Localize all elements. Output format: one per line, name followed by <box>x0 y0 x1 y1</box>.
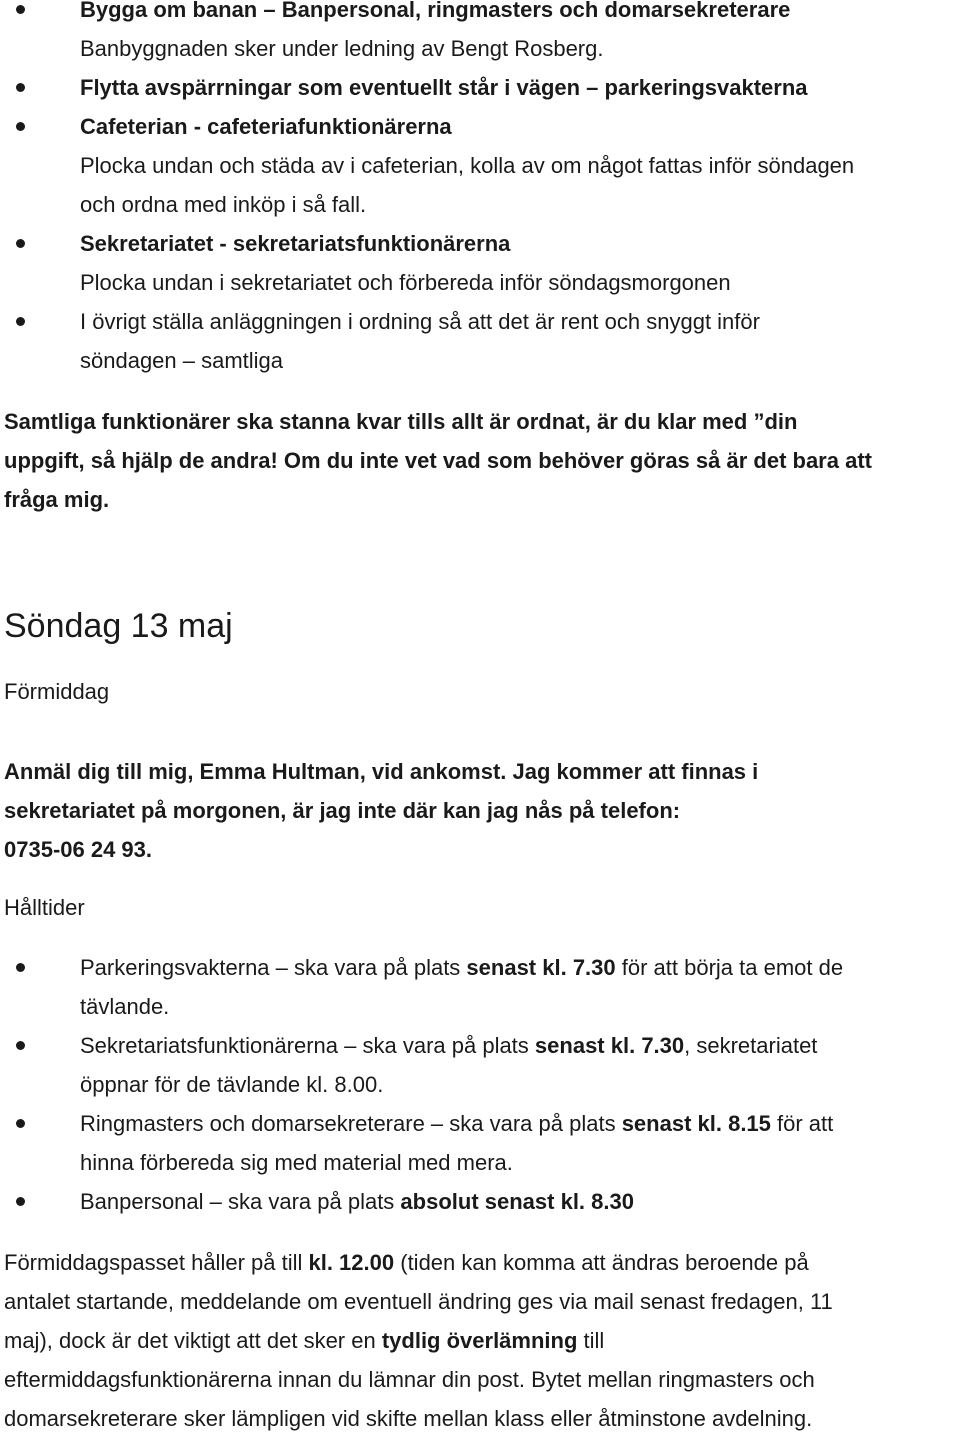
all-staff-note <box>4 402 956 519</box>
text-line <box>80 146 956 185</box>
body-text: Ringmasters och domarsekreterare – ska vara på plats <box>80 1111 622 1136</box>
text-line <box>80 224 956 263</box>
emphasis-text: kl. 12.00 <box>308 1250 395 1275</box>
body-text: (tiden kan komma att ändras beroende på <box>394 1250 809 1275</box>
body-text: , sekretariatet <box>684 1033 818 1058</box>
text-line <box>80 263 956 302</box>
emphasis-text: Flytta avspärrningar som eventuellt står i vägen – parkeringsvakterna <box>80 75 808 100</box>
text-line <box>80 107 956 146</box>
body-text: Förmiddagspasset håller på till <box>4 1250 309 1275</box>
text-line <box>4 1399 956 1438</box>
sunday-heading: Söndag 13 maj <box>4 607 233 645</box>
text-line <box>80 29 956 68</box>
closing-paragraph <box>4 1243 956 1438</box>
body-text: maj), dock är det viktigt att det sker en <box>4 1328 382 1353</box>
emphasis-text: senast kl. 8.15 <box>621 1111 771 1136</box>
text-line <box>80 1143 956 1182</box>
text-line <box>80 948 956 987</box>
text-line <box>80 68 956 107</box>
bullet-item <box>4 68 956 107</box>
check-in-note <box>4 752 956 869</box>
text-line <box>4 1243 956 1282</box>
bullet-item <box>4 1104 956 1182</box>
text-line <box>4 1321 956 1360</box>
text-line <box>80 1104 956 1143</box>
emphasis-text: Cafeterian - cafeteriafunktionärerna <box>80 114 452 139</box>
bullet-item <box>4 107 956 224</box>
text-line <box>4 1360 956 1399</box>
check-in-line: Anmäl dig till mig, Emma Hultman, vid ankomst. Jag kommer att finnas i <box>4 759 759 784</box>
emphasis-text: Bygga om banan – Banpersonal, ringmasters och domarsekreterare <box>80 0 791 22</box>
text-line <box>80 0 956 29</box>
text-line <box>80 1026 956 1065</box>
emphasis-text: senast kl. 7.30 <box>466 955 616 980</box>
note-line: fråga mig. <box>4 487 110 512</box>
body-text: I övrigt ställa anläggningen i ordning så att det är rent och snyggt inför <box>80 309 760 334</box>
check-in-line: 0735-06 24 93. <box>4 837 153 862</box>
bullet-item <box>4 224 956 302</box>
text-line <box>80 1182 956 1221</box>
body-text: söndagen – samtliga <box>80 348 284 373</box>
bullet-item <box>4 1026 956 1104</box>
text-line <box>4 1282 956 1321</box>
bullet-item <box>4 302 956 380</box>
note-line: uppgift, så hjälp de andra! Om du inte vet vad som behöver göras så är det bara att <box>4 448 872 473</box>
emphasis-text: tydlig överlämning <box>381 1328 578 1353</box>
note-line: Samtliga funktionärer ska stanna kvar tills allt är ordnat, är du klar med ”din <box>4 409 798 434</box>
body-text: för att <box>770 1111 834 1136</box>
body-text: och ordna med inköp i så fall. <box>80 192 367 217</box>
emphasis-text: senast kl. 7.30 <box>534 1033 685 1058</box>
body-text: domarsekreterare sker lämpligen vid skifte mellan klass eller åtminstone avdelning. <box>4 1406 813 1431</box>
body-text: Plocka undan i sekretariatet och förbereda inför söndagsmorgonen <box>80 270 731 295</box>
emphasis-text: Sekretariatet - sekretariatsfunktionärerna <box>80 231 511 256</box>
body-text: Sekretariatsfunktionärerna – ska vara på plats <box>80 1033 535 1058</box>
text-line <box>80 302 956 341</box>
check-in-line: sekretariatet på morgonen, är jag inte där kan jag nås på telefon: <box>4 798 681 823</box>
text-line <box>80 1065 956 1104</box>
body-text: hinna förbereda sig med material med mera. <box>80 1150 513 1175</box>
body-text: Banbyggnaden sker under ledning av Bengt Rosberg. <box>80 36 604 61</box>
body-text: tävlande. <box>80 994 170 1019</box>
body-text: öppnar för de tävlande kl. 8.00. <box>80 1072 384 1097</box>
text-line <box>80 185 956 224</box>
body-text: antalet startande, meddelande om eventuell ändring ges via mail senast fredagen, 11 <box>4 1289 833 1314</box>
text-line <box>80 987 956 1026</box>
morning-heading: Förmiddag <box>4 679 110 704</box>
top-task-list <box>4 0 956 380</box>
text-line <box>80 341 956 380</box>
bullet-item <box>4 1182 956 1221</box>
body-text: till <box>577 1328 605 1353</box>
bullet-item <box>4 0 956 68</box>
times-heading: Hålltider <box>4 895 85 920</box>
body-text: Banpersonal – ska vara på plats <box>80 1189 401 1214</box>
times-list <box>4 948 956 1221</box>
bullet-item <box>4 948 956 1026</box>
body-text: Plocka undan och städa av i cafeterian, kolla av om något fattas inför söndagen <box>80 153 855 178</box>
body-text: Parkeringsvakterna – ska vara på plats <box>80 955 467 980</box>
body-text: eftermiddagsfunktionärerna innan du lämnar din post. Bytet mellan ringmasters och <box>4 1367 815 1392</box>
emphasis-text: absolut senast kl. 8.30 <box>400 1189 634 1214</box>
body-text: för att börja ta emot de <box>615 955 844 980</box>
